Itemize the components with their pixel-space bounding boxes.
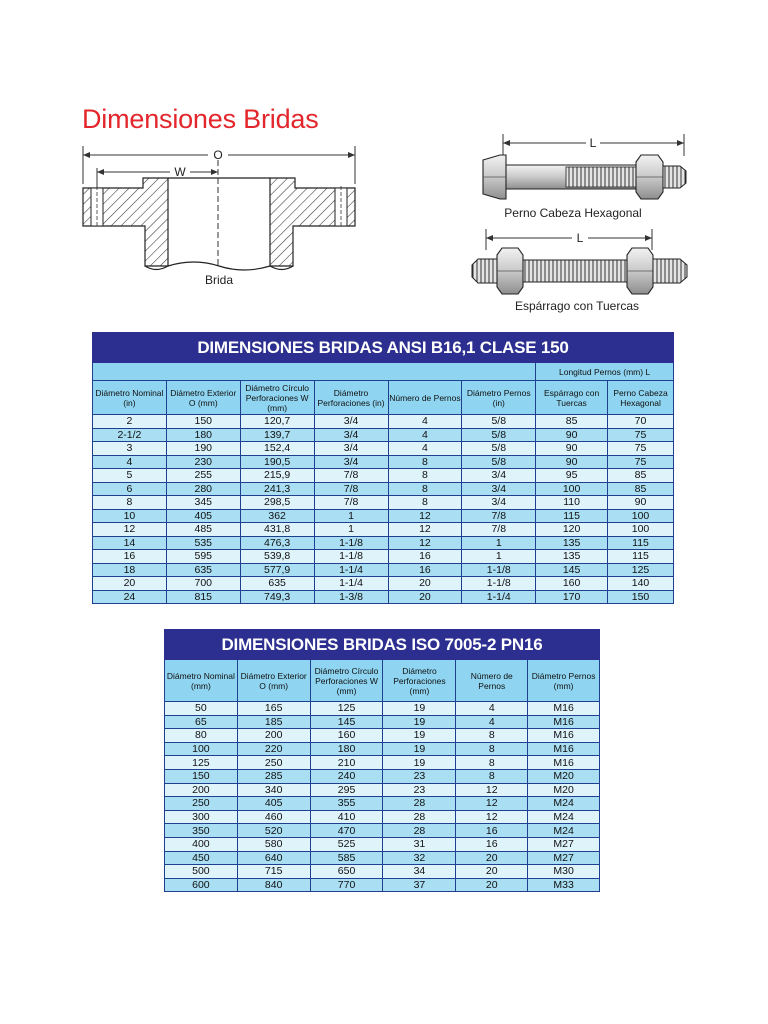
table-row (165, 729, 600, 743)
table-cell: 28 (383, 824, 456, 838)
table-cell: 14 (93, 536, 167, 550)
table-row (93, 523, 674, 537)
table-cell: 539,8 (240, 550, 314, 564)
table-cell: 3 (93, 442, 167, 456)
table-cell: 75 (608, 428, 674, 442)
iso-flange-table (164, 629, 600, 892)
table-cell: 1-1/8 (462, 577, 536, 591)
table-cell: 8 (93, 496, 167, 510)
table-cell: 90 (608, 496, 674, 510)
table-cell: 160 (536, 577, 608, 591)
table-cell: 520 (237, 824, 310, 838)
table-cell: 20 (456, 878, 528, 892)
stud-length-label: L (576, 231, 584, 245)
table-cell: 23 (383, 769, 456, 783)
table-cell: 20 (456, 851, 528, 865)
table-cell: 8 (456, 756, 528, 770)
table-cell: 4 (93, 455, 167, 469)
table-cell: 3/4 (462, 469, 536, 483)
table-cell: 20 (456, 865, 528, 879)
table-cell: 4 (388, 415, 462, 429)
table-cell: 16 (456, 824, 528, 838)
page-title: Dimensiones Bridas (82, 104, 319, 134)
table-cell: 8 (456, 769, 528, 783)
table-cell: 4 (456, 715, 528, 729)
iso-header-1: Diámetro Nominal (mm) (165, 660, 238, 702)
table-cell: 470 (310, 824, 383, 838)
table-cell: 150 (608, 590, 674, 604)
table-cell: 24 (93, 590, 167, 604)
table-row (165, 865, 600, 879)
dim-w-label: W (174, 165, 186, 179)
table-cell: 19 (383, 702, 456, 716)
table-cell: 355 (310, 797, 383, 811)
table-cell: 185 (237, 715, 310, 729)
table-cell: 165 (237, 702, 310, 716)
table-cell: 400 (165, 837, 238, 851)
table-cell: 180 (310, 742, 383, 756)
table-cell: 1-3/8 (314, 590, 388, 604)
table-cell: 410 (310, 810, 383, 824)
table-cell: 4 (388, 428, 462, 442)
table-cell: M16 (528, 742, 600, 756)
table-cell: 525 (310, 837, 383, 851)
table-cell: 635 (240, 577, 314, 591)
ansi-header-4: Diámetro Perforaciones (in) (314, 381, 388, 415)
table-row (93, 550, 674, 564)
iso-header-2: Diámetro Exterior O (mm) (237, 660, 310, 702)
table-cell: 3/4 (462, 496, 536, 510)
table-row (165, 742, 600, 756)
table-cell: 180 (166, 428, 240, 442)
table-cell: 295 (310, 783, 383, 797)
table-cell: 476,3 (240, 536, 314, 550)
table-cell: 815 (166, 590, 240, 604)
table-cell: 10 (93, 509, 167, 523)
table-cell: 8 (388, 496, 462, 510)
table-cell: 715 (237, 865, 310, 879)
table-cell: 220 (237, 742, 310, 756)
table-cell: 8 (388, 469, 462, 483)
table-cell: 230 (166, 455, 240, 469)
table-cell: 18 (93, 563, 167, 577)
table-cell: 90 (536, 455, 608, 469)
iso-header-3: Diámetro Círculo Perforaciones W (mm) (310, 660, 383, 702)
table-cell: 28 (383, 810, 456, 824)
table-cell: 431,8 (240, 523, 314, 537)
table-row (93, 509, 674, 523)
ansi-header-3: Diámetro Círculo Perforaciones W (mm) (240, 381, 314, 415)
table-row (93, 482, 674, 496)
table-cell: 3/4 (314, 455, 388, 469)
ansi-length-group-header: Longitud Pernos (mm) L (536, 363, 674, 381)
table-cell: 16 (388, 550, 462, 564)
table-cell: 12 (388, 509, 462, 523)
table-cell: 340 (237, 783, 310, 797)
table-cell: 135 (536, 536, 608, 550)
table-cell: 1-1/4 (314, 563, 388, 577)
table-cell: 240 (310, 769, 383, 783)
table-cell: 1-1/4 (462, 590, 536, 604)
table-cell: 595 (166, 550, 240, 564)
table-cell: 19 (383, 756, 456, 770)
table-row (165, 837, 600, 851)
table-cell: 1-1/8 (314, 536, 388, 550)
table-cell: 600 (165, 878, 238, 892)
table-cell: 650 (310, 865, 383, 879)
table-cell: 200 (165, 783, 238, 797)
bolt-length-label: L (589, 136, 597, 150)
table-cell: 12 (388, 536, 462, 550)
table-cell: 3/4 (462, 482, 536, 496)
table-cell: M24 (528, 810, 600, 824)
stud-label: Espárrago con Tuercas (514, 299, 640, 313)
table-cell: M24 (528, 797, 600, 811)
table-cell: 2 (93, 415, 167, 429)
ansi-header-7: Espárrago con Tuercas (536, 381, 608, 415)
table-cell: 8 (388, 482, 462, 496)
ansi-flange-table (92, 332, 674, 604)
table-cell: M16 (528, 702, 600, 716)
table-cell: 4 (388, 442, 462, 456)
table-cell: 12 (456, 797, 528, 811)
table-cell: 170 (536, 590, 608, 604)
table-cell: 362 (240, 509, 314, 523)
iso-header-4: Diámetro Perforaciones (mm) (383, 660, 456, 702)
table-cell: M30 (528, 865, 600, 879)
table-cell: 635 (166, 563, 240, 577)
table-cell: 749,3 (240, 590, 314, 604)
table-cell: 1 (314, 509, 388, 523)
flange-label: Brida (204, 273, 234, 287)
table-cell: 19 (383, 742, 456, 756)
table-cell: 31 (383, 837, 456, 851)
ansi-header-5: Número de Pernos (388, 381, 462, 415)
table-row (93, 428, 674, 442)
table-row (165, 702, 600, 716)
table-cell: 250 (165, 797, 238, 811)
ansi-header-spacer (93, 363, 536, 381)
table-cell: 100 (608, 523, 674, 537)
table-cell: 190 (166, 442, 240, 456)
table-row (165, 824, 600, 838)
table-row (165, 810, 600, 824)
table-cell: 115 (608, 536, 674, 550)
table-cell: 7/8 (314, 496, 388, 510)
table-cell: 700 (166, 577, 240, 591)
flange-and-bolt-diagrams (0, 0, 768, 330)
table-cell: 250 (237, 756, 310, 770)
table-cell: M16 (528, 729, 600, 743)
table-row (165, 878, 600, 892)
table-cell: 115 (608, 550, 674, 564)
table-cell: 1-1/8 (462, 563, 536, 577)
table-cell: 80 (165, 729, 238, 743)
table-row (93, 455, 674, 469)
hex-head-bolt (483, 134, 686, 220)
table-cell: 190,5 (240, 455, 314, 469)
table-cell: 16 (388, 563, 462, 577)
table-cell: 19 (383, 729, 456, 743)
table-cell: 7/8 (314, 482, 388, 496)
table-cell: 285 (237, 769, 310, 783)
table-row (93, 536, 674, 550)
table-cell: 241,3 (240, 482, 314, 496)
ansi-column-headers (93, 381, 674, 415)
table-cell: 16 (456, 837, 528, 851)
table-cell: 580 (237, 837, 310, 851)
table-row (93, 563, 674, 577)
table-cell: 34 (383, 865, 456, 879)
table-cell: 12 (456, 810, 528, 824)
table-cell: 110 (536, 496, 608, 510)
table-cell: M27 (528, 851, 600, 865)
table-cell: 145 (536, 563, 608, 577)
table-cell: 300 (165, 810, 238, 824)
table-cell: 210 (310, 756, 383, 770)
table-cell: 28 (383, 797, 456, 811)
table-cell: 215,9 (240, 469, 314, 483)
table-row (93, 577, 674, 591)
iso-header-5: Número de Pernos (456, 660, 528, 702)
table-cell: 75 (608, 455, 674, 469)
table-cell: 5/8 (462, 455, 536, 469)
table-cell: 100 (608, 509, 674, 523)
table-cell: 8 (456, 729, 528, 743)
table-cell: 577,9 (240, 563, 314, 577)
table-row (165, 756, 600, 770)
table-cell: 50 (165, 702, 238, 716)
table-cell: 70 (608, 415, 674, 429)
table-cell: 2-1/2 (93, 428, 167, 442)
ansi-header-8: Perno Cabeza Hexagonal (608, 381, 674, 415)
table-cell: 3/4 (314, 428, 388, 442)
table-row (165, 769, 600, 783)
table-cell: 1 (314, 523, 388, 537)
table-cell: 23 (383, 783, 456, 797)
table-cell: 4 (456, 702, 528, 716)
table-cell: 485 (166, 523, 240, 537)
table-cell: 12 (388, 523, 462, 537)
flange-section (83, 146, 355, 287)
table-cell: 280 (166, 482, 240, 496)
table-cell: M24 (528, 824, 600, 838)
table-cell: 65 (165, 715, 238, 729)
table-cell: 140 (608, 577, 674, 591)
iso-header-6: Diámetro Pernos (mm) (528, 660, 600, 702)
table-cell: 255 (166, 469, 240, 483)
table-row (93, 415, 674, 429)
table-cell: 1 (462, 536, 536, 550)
table-cell: 100 (165, 742, 238, 756)
stud-bolt-with-nuts (472, 229, 687, 313)
table-cell: M20 (528, 783, 600, 797)
iso-column-headers (165, 660, 600, 702)
table-cell: 120 (536, 523, 608, 537)
table-row (93, 590, 674, 604)
table-cell: 535 (166, 536, 240, 550)
table-cell: 85 (608, 482, 674, 496)
table-cell: 350 (165, 824, 238, 838)
table-cell: 160 (310, 729, 383, 743)
table-cell: 8 (388, 455, 462, 469)
dim-o-label: O (213, 148, 223, 162)
table-cell: 125 (608, 563, 674, 577)
table-cell: 5/8 (462, 415, 536, 429)
table-cell: 200 (237, 729, 310, 743)
table-cell: 460 (237, 810, 310, 824)
table-cell: 6 (93, 482, 167, 496)
table-cell: 115 (536, 509, 608, 523)
table-cell: 90 (536, 428, 608, 442)
ansi-table-body (93, 415, 674, 604)
table-row (93, 442, 674, 456)
iso-table-body (165, 702, 600, 892)
table-cell: 7/8 (314, 469, 388, 483)
table-cell: 405 (237, 797, 310, 811)
table-cell: 3/4 (314, 442, 388, 456)
table-cell: M33 (528, 878, 600, 892)
table-row (93, 469, 674, 483)
table-cell: 20 (388, 577, 462, 591)
ansi-table-title: DIMENSIONES BRIDAS ANSI B16,1 CLASE 150 (93, 333, 674, 363)
table-row (165, 715, 600, 729)
table-cell: 345 (166, 496, 240, 510)
table-cell: 85 (608, 469, 674, 483)
table-cell: 150 (165, 769, 238, 783)
ansi-header-1: Diámetro Nominal (in) (93, 381, 167, 415)
table-cell: 5/8 (462, 428, 536, 442)
table-cell: 75 (608, 442, 674, 456)
table-cell: 1 (462, 550, 536, 564)
table-cell: M16 (528, 715, 600, 729)
table-cell: 450 (165, 851, 238, 865)
table-cell: M27 (528, 837, 600, 851)
ansi-header-2: Diámetro Exterior O (mm) (166, 381, 240, 415)
table-cell: 5/8 (462, 442, 536, 456)
table-cell: 37 (383, 878, 456, 892)
table-cell: 405 (166, 509, 240, 523)
table-cell: 20 (93, 577, 167, 591)
iso-table-title: DIMENSIONES BRIDAS ISO 7005-2 PN16 (165, 630, 600, 660)
table-cell: 32 (383, 851, 456, 865)
table-cell: 12 (93, 523, 167, 537)
table-cell: 145 (310, 715, 383, 729)
table-cell: 770 (310, 878, 383, 892)
table-row (165, 851, 600, 865)
table-cell: 152,4 (240, 442, 314, 456)
table-cell: 298,5 (240, 496, 314, 510)
table-cell: 120,7 (240, 415, 314, 429)
table-cell: 20 (388, 590, 462, 604)
table-cell: 7/8 (462, 523, 536, 537)
table-cell: 125 (165, 756, 238, 770)
table-cell: M16 (528, 756, 600, 770)
table-row (93, 496, 674, 510)
table-cell: 8 (456, 742, 528, 756)
table-cell: 139,7 (240, 428, 314, 442)
table-cell: 500 (165, 865, 238, 879)
table-cell: 640 (237, 851, 310, 865)
table-row (165, 797, 600, 811)
table-cell: 19 (383, 715, 456, 729)
table-cell: 7/8 (462, 509, 536, 523)
table-cell: 85 (536, 415, 608, 429)
hex-bolt-label: Perno Cabeza Hexagonal (504, 206, 642, 220)
table-cell: 3/4 (314, 415, 388, 429)
table-cell: 135 (536, 550, 608, 564)
ansi-header-6: Diámetro Pernos (in) (462, 381, 536, 415)
table-cell: M20 (528, 769, 600, 783)
table-cell: 125 (310, 702, 383, 716)
table-cell: 90 (536, 442, 608, 456)
table-cell: 1-1/4 (314, 577, 388, 591)
table-cell: 16 (93, 550, 167, 564)
table-cell: 1-1/8 (314, 550, 388, 564)
table-cell: 12 (456, 783, 528, 797)
table-cell: 585 (310, 851, 383, 865)
table-cell: 5 (93, 469, 167, 483)
table-cell: 95 (536, 469, 608, 483)
table-cell: 840 (237, 878, 310, 892)
table-row (165, 783, 600, 797)
table-cell: 150 (166, 415, 240, 429)
table-cell: 100 (536, 482, 608, 496)
